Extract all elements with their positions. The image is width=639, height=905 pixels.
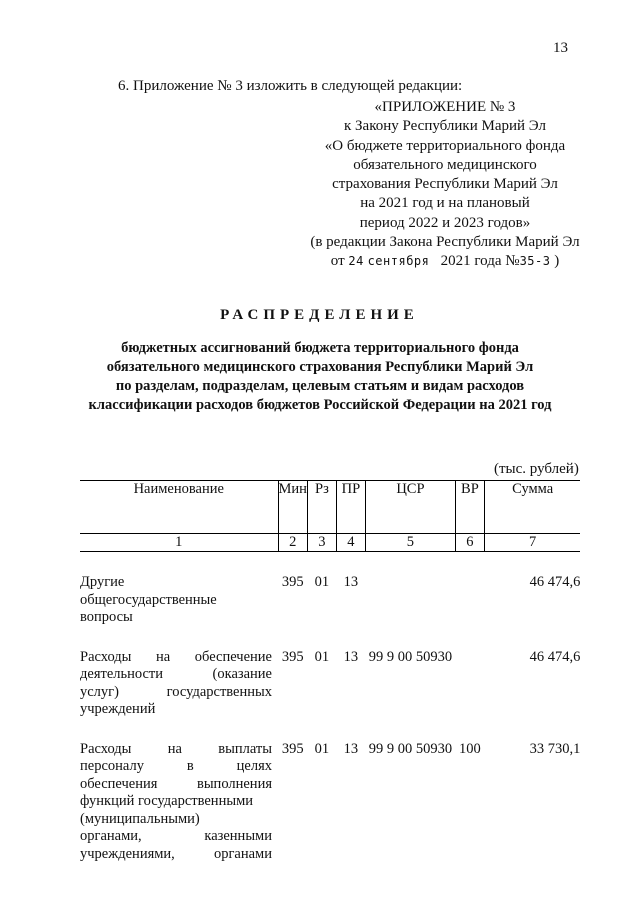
table-row: [80, 574, 580, 627]
header-min: Мин: [278, 481, 307, 534]
col-number: 2: [278, 534, 307, 552]
header-csr: ЦСР: [365, 481, 455, 534]
name-line: учреждений: [80, 701, 156, 717]
cell-min: 395: [281, 574, 304, 590]
date-year: 2021 года №: [440, 253, 520, 270]
name-line: (муниципальными): [80, 810, 200, 827]
cell-vr: [455, 574, 484, 627]
date-month: сентября: [367, 254, 430, 269]
table-row: [80, 741, 580, 864]
annex-line: обязательного медицинского: [353, 156, 537, 173]
col-number: 4: [336, 534, 365, 552]
name-line: услуг) государственных: [80, 683, 272, 700]
annex-date-line: [300, 252, 590, 271]
document-title: РАСПРЕДЕЛЕНИЕ: [220, 307, 419, 323]
amendment-intro: 6. Приложение № 3 изложить в следующей редакции:: [118, 78, 463, 94]
table-row: [80, 649, 580, 719]
date-prefix: от: [330, 253, 345, 270]
header-sum: Сумма: [484, 481, 580, 534]
name-line: общегосударственные: [80, 591, 217, 608]
annex-line: страхования Республики Марий Эл: [332, 176, 558, 193]
cell-vr: 100: [459, 740, 481, 757]
subtitle-line: классификации расходов бюджетов Российской Федерации на 2021 год: [88, 397, 552, 413]
cell-sum: 46 474,6: [529, 574, 581, 590]
cell-csr: [365, 574, 455, 627]
column-number-row: [80, 534, 580, 552]
annex-line: (в редакции Закона Республики Марий Эл: [310, 234, 580, 251]
annex-line: период 2022 и 2023 годов»: [359, 214, 531, 231]
cell-rz: 01: [314, 648, 330, 665]
subtitle-line: по разделам, подразделам, целевым статьям и видам расходов: [115, 378, 525, 394]
table-header-row: [80, 481, 580, 534]
document-subtitle: [60, 339, 580, 415]
row-name: [80, 741, 278, 864]
name-line: Другие: [80, 574, 125, 590]
col-number: 1: [80, 534, 278, 552]
name-line: Расходы на выплаты: [80, 740, 272, 757]
cell-min: 395: [281, 740, 304, 757]
cell-rz: 01: [314, 740, 330, 757]
name-line: функций государственными: [80, 793, 254, 809]
row-name: [80, 574, 278, 627]
law-number: 35-З: [519, 254, 551, 269]
cell-csr: 99 9 00 50930: [368, 648, 453, 665]
subtitle-line: бюджетных ассигнований бюджета территориального фонда: [121, 340, 519, 356]
col-number: 3: [307, 534, 336, 552]
date-close: ): [554, 253, 560, 270]
annex-line: «О бюджете территориального фонда: [324, 137, 566, 154]
date-day: 24: [348, 254, 364, 269]
cell-pr: 13: [343, 740, 359, 757]
cell-min: 395: [281, 648, 304, 665]
name-line: Расходы на обеспечение: [80, 648, 272, 665]
cell-rz: 01: [314, 574, 330, 590]
header-rz: Рз: [307, 481, 336, 534]
cell-sum: 46 474,6: [529, 648, 581, 665]
units-note: (тыс. рублей): [494, 461, 579, 477]
cell-vr: [455, 649, 484, 719]
cell-pr: 13: [343, 648, 359, 665]
budget-table: [80, 480, 580, 863]
annex-title: «ПРИЛОЖЕНИЕ № 3: [374, 99, 516, 115]
cell-csr: 99 9 00 50930: [368, 740, 453, 757]
name-line: вопросы: [80, 609, 133, 625]
col-number: 7: [484, 534, 580, 552]
cell-sum: 33 730,1: [529, 740, 581, 757]
col-number: 5: [365, 534, 455, 552]
header-vr: ВР: [455, 481, 484, 534]
col-number: 6: [455, 534, 484, 552]
name-line: органами, казенными: [80, 828, 272, 844]
annex-line: на 2021 год и на плановый: [360, 195, 530, 212]
name-line: деятельности (оказание: [80, 666, 272, 682]
annex-header: [300, 98, 590, 272]
subtitle-line: обязательного медицинского страхования Республики Марий Эл: [106, 359, 534, 375]
header-name: Наименование: [80, 481, 278, 534]
name-line: учреждениями, органами: [80, 845, 272, 862]
name-line: обеспечения выполнения: [80, 775, 272, 792]
header-pr: ПР: [336, 481, 365, 534]
name-line: персоналу в целях: [80, 758, 272, 774]
page-number: 13: [553, 40, 568, 56]
annex-line: к Закону Республики Марий Эл: [343, 118, 546, 135]
cell-pr: 13: [343, 574, 359, 590]
row-name: [80, 649, 278, 719]
